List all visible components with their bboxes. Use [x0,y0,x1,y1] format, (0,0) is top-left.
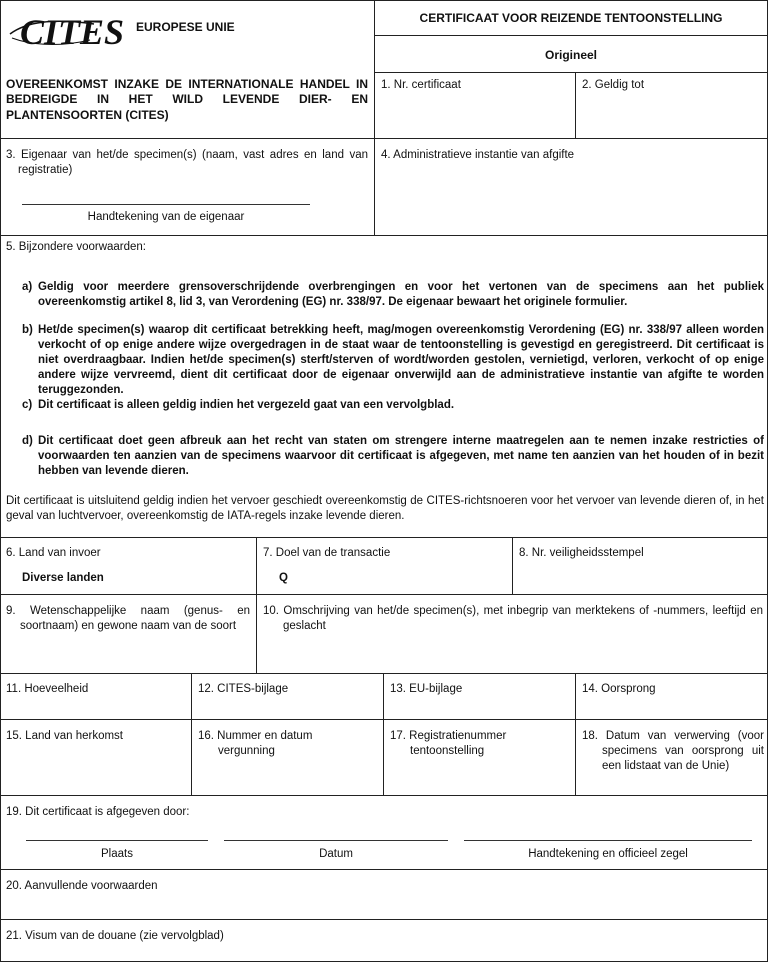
condition-c [22,398,764,413]
rule [0,919,768,920]
field-9-scientific-name: 9. Wetenschappelijke naam (genus- en soortnaam) en gewone naam van de soort [6,605,250,632]
condition-a [22,280,764,310]
field-14-origin: 14. Oorsprong [582,683,656,695]
certificate-title: CERTIFICAAT VOOR REIZENDE TENTOONSTELLING [419,11,723,25]
rule [374,72,768,73]
field-19-issued-by: 19. Dit certificaat is afgegeven door: [6,806,190,818]
rule [0,869,768,870]
field-7-value: Q [279,572,288,584]
owner-signature-line [22,204,310,205]
condition-text: Dit certificaat doet geen afbreuk aan het recht van staten om strengere interne maatregelen aan te nemen inzake restricties of voorwaarden ten aanzien van de specimens waarvoor dit certificaat is afgegeven, met name ten aanzien van het houden of in bezit hebben van levende dieren. [38,435,764,477]
rule [191,673,192,795]
place-label: Plaats [101,848,133,860]
date-label: Datum [319,848,353,860]
condition-text: Het/de specimen(s) waarop dit certificaat betrekking heeft, mag/mogen overeenkomstig Verordening (EG) nr. 338/97 alleen worden verkocht of op enige andere wijze overgedragen in de staat waar de tentoonstelling is gevestigd en geregistreerd. Dit certificaat is niet overdraagbaar. Indien het/de specimen(s) sterft/sterven of wordt/worden gestolen, vernietigd, verloren, verkocht of op enige andere wijze vervreemd, dient dit certificaat door de eigenaar onverwijld aan de administratieve instantie van afgifte te worden teruggezonden. [38,324,764,396]
date-line [224,840,448,841]
convention-title: OVEREENKOMST INZAKE DE INTERNATIONALE HANDEL IN BEDREIGDE IN HET WILD LEVENDE DIER- EN PLANTENSOORTEN (CITES) [6,77,368,122]
cites-logo-text: CITES [20,12,125,52]
rule [0,673,768,674]
place-line [26,840,208,841]
rule [0,235,768,236]
condition-letter: d) [22,435,33,447]
rule [575,673,576,795]
seal-signature-label: Handtekening en officieel zegel [528,848,688,860]
field-3-owner: 3. Eigenaar van het/de specimen(s) (naam, vast adres en land van registratie) [6,149,368,176]
condition-text: Geldig voor meerdere grensoverschrijdende overbrengingen en voor het vertonen van de specimens aan het publiek overeenkomstig artikel 8, lid 3, van Verordening (EG) nr. 338/97. De eigenaar bewaart het originele formulier. [38,281,764,308]
condition-text: Dit certificaat is alleen geldig indien het vergezeld gaat van een vervolgblad. [38,399,455,411]
rule [0,795,768,796]
rule [0,138,768,139]
condition-d [22,434,764,479]
rule [374,35,768,36]
field-4-issuing-authority: 4. Administratieve instantie van afgifte [381,149,575,161]
rule [256,537,257,673]
transport-note: Dit certificaat is uitsluitend geldig indien het vervoer geschiedt overeenkomstig de CITES-richtsnoeren voor het vervoer van levende dieren of, in het geval van luchtvervoer, overeenkomstig de IATA-regels inzake levende dieren. [6,495,764,522]
copy-type: Origineel [544,48,597,62]
field-13-eu-annex: 13. EU-bijlage [390,683,463,695]
condition-letter: c) [22,399,33,411]
field-11-quantity: 11. Hoeveelheid [6,683,89,695]
field-2-valid-until: 2. Geldig tot [582,79,645,91]
rule [575,72,576,138]
field-16-permit-number: 16. Nummer en datum vergunning [198,730,313,757]
seal-signature-line [464,840,752,841]
condition-letter: a) [22,281,33,293]
field-21-customs-visa: 21. Visum van de douane (zie vervolgblad) [6,930,224,942]
condition-letter: b) [22,324,33,336]
rule [0,0,1,962]
owner-signature-label: Handtekening van de eigenaar [87,211,245,223]
field-7-purpose: 7. Doel van de transactie [263,547,391,559]
condition-b [22,323,764,398]
cites-logo [6,4,125,56]
field-15-country-of-export: 15. Land van herkomst [6,730,123,742]
field-18-acquisition-date: 18. Datum van verwerving (voor specimens van oorsprong uit een lidstaat van de Unie) [582,730,764,772]
rule [0,0,768,1]
field-8-security-stamp: 8. Nr. veiligheidsstempel [519,547,644,559]
rule [512,537,513,594]
rule [0,594,768,595]
rule [0,719,768,720]
field-17-exhibition-registration: 17. Registratienummer tentoonstelling [390,730,507,757]
field-1-certificate-number: 1. Nr. certificaat [381,79,461,91]
rule [383,673,384,795]
field-10-description: 10. Omschrijving van het/de specimen(s), met inbegrip van merktekens of -nummers, leeftijd en geslacht [263,605,763,632]
field-20-additional-conditions: 20. Aanvullende voorwaarden [6,880,158,892]
field-5-special-conditions: 5. Bijzondere voorwaarden: [6,241,146,253]
field-6-import-country: 6. Land van invoer [6,547,101,559]
field-12-cites-appendix: 12. CITES-bijlage [198,683,289,695]
org-name: EUROPESE UNIE [136,20,235,34]
field-6-value: Diverse landen [22,572,104,584]
rule [0,537,768,538]
